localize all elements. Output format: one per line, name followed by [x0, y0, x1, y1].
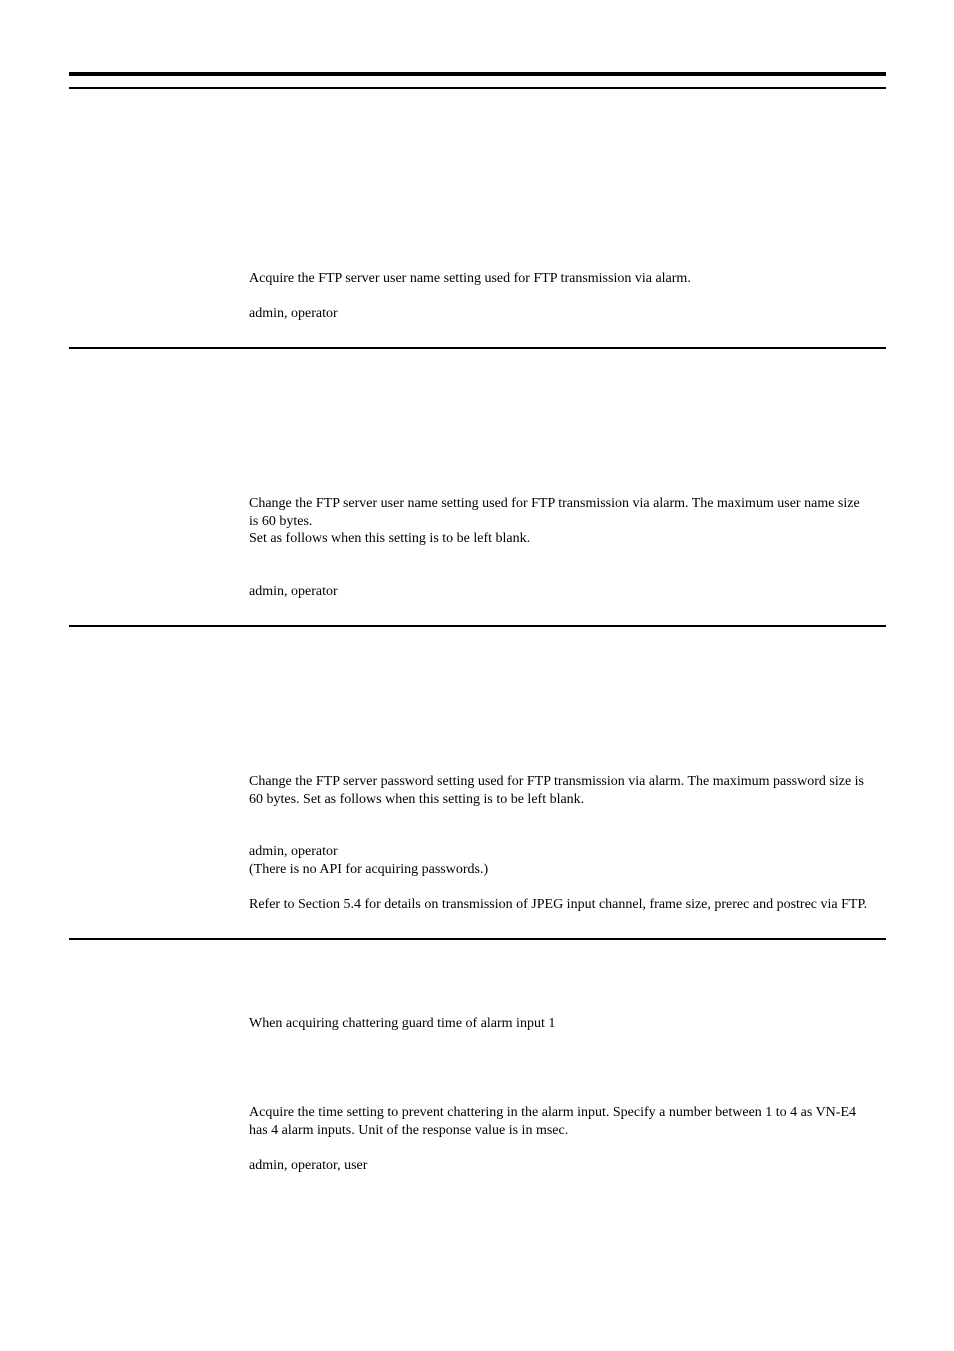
header-rule-thin	[69, 87, 886, 89]
section4-example: When acquiring chattering guard time of alarm input 1	[249, 1016, 556, 1031]
section-divider-3	[69, 938, 886, 940]
section3-description-line2: 60 bytes. Set as follows when this setting is to be left blank.	[249, 791, 585, 807]
header-rule-thick	[69, 72, 886, 76]
section1-access: admin, operator	[249, 306, 338, 321]
section-divider-1	[69, 347, 886, 349]
section1-description: Acquire the FTP server user name setting used for FTP transmission via alarm.	[249, 271, 691, 286]
section2-description-line1: Change the FTP server user name setting used for FTP transmission via alarm. The maximum user name size	[249, 496, 860, 511]
section3-access: admin, operator	[249, 844, 338, 859]
section2-description-line3: Set as follows when this setting is to be left blank.	[249, 531, 531, 546]
section3-access-note: (There is no API for acquiring passwords.)	[249, 862, 489, 877]
section3-note: Refer to Section 5.4 for details on transmission of JPEG input channel, frame size, prerec and postrec via FTP.	[249, 897, 868, 912]
section2-access: admin, operator	[249, 584, 338, 599]
section4-access: admin, operator, user	[249, 1158, 368, 1173]
section4-description-line1: Acquire the time setting to prevent chattering in the alarm input. Specify a number between 1 to 4 as VN-E4	[249, 1105, 857, 1120]
section-divider-2	[69, 625, 886, 627]
section3-description-line1: Change the FTP server password setting used for FTP transmission via alarm. The maximum password size is	[249, 774, 865, 789]
section4-description-line2: has 4 alarm inputs. Unit of the response value is in msec.	[249, 1122, 569, 1138]
section2-description-line2: is 60 bytes.	[249, 513, 313, 529]
